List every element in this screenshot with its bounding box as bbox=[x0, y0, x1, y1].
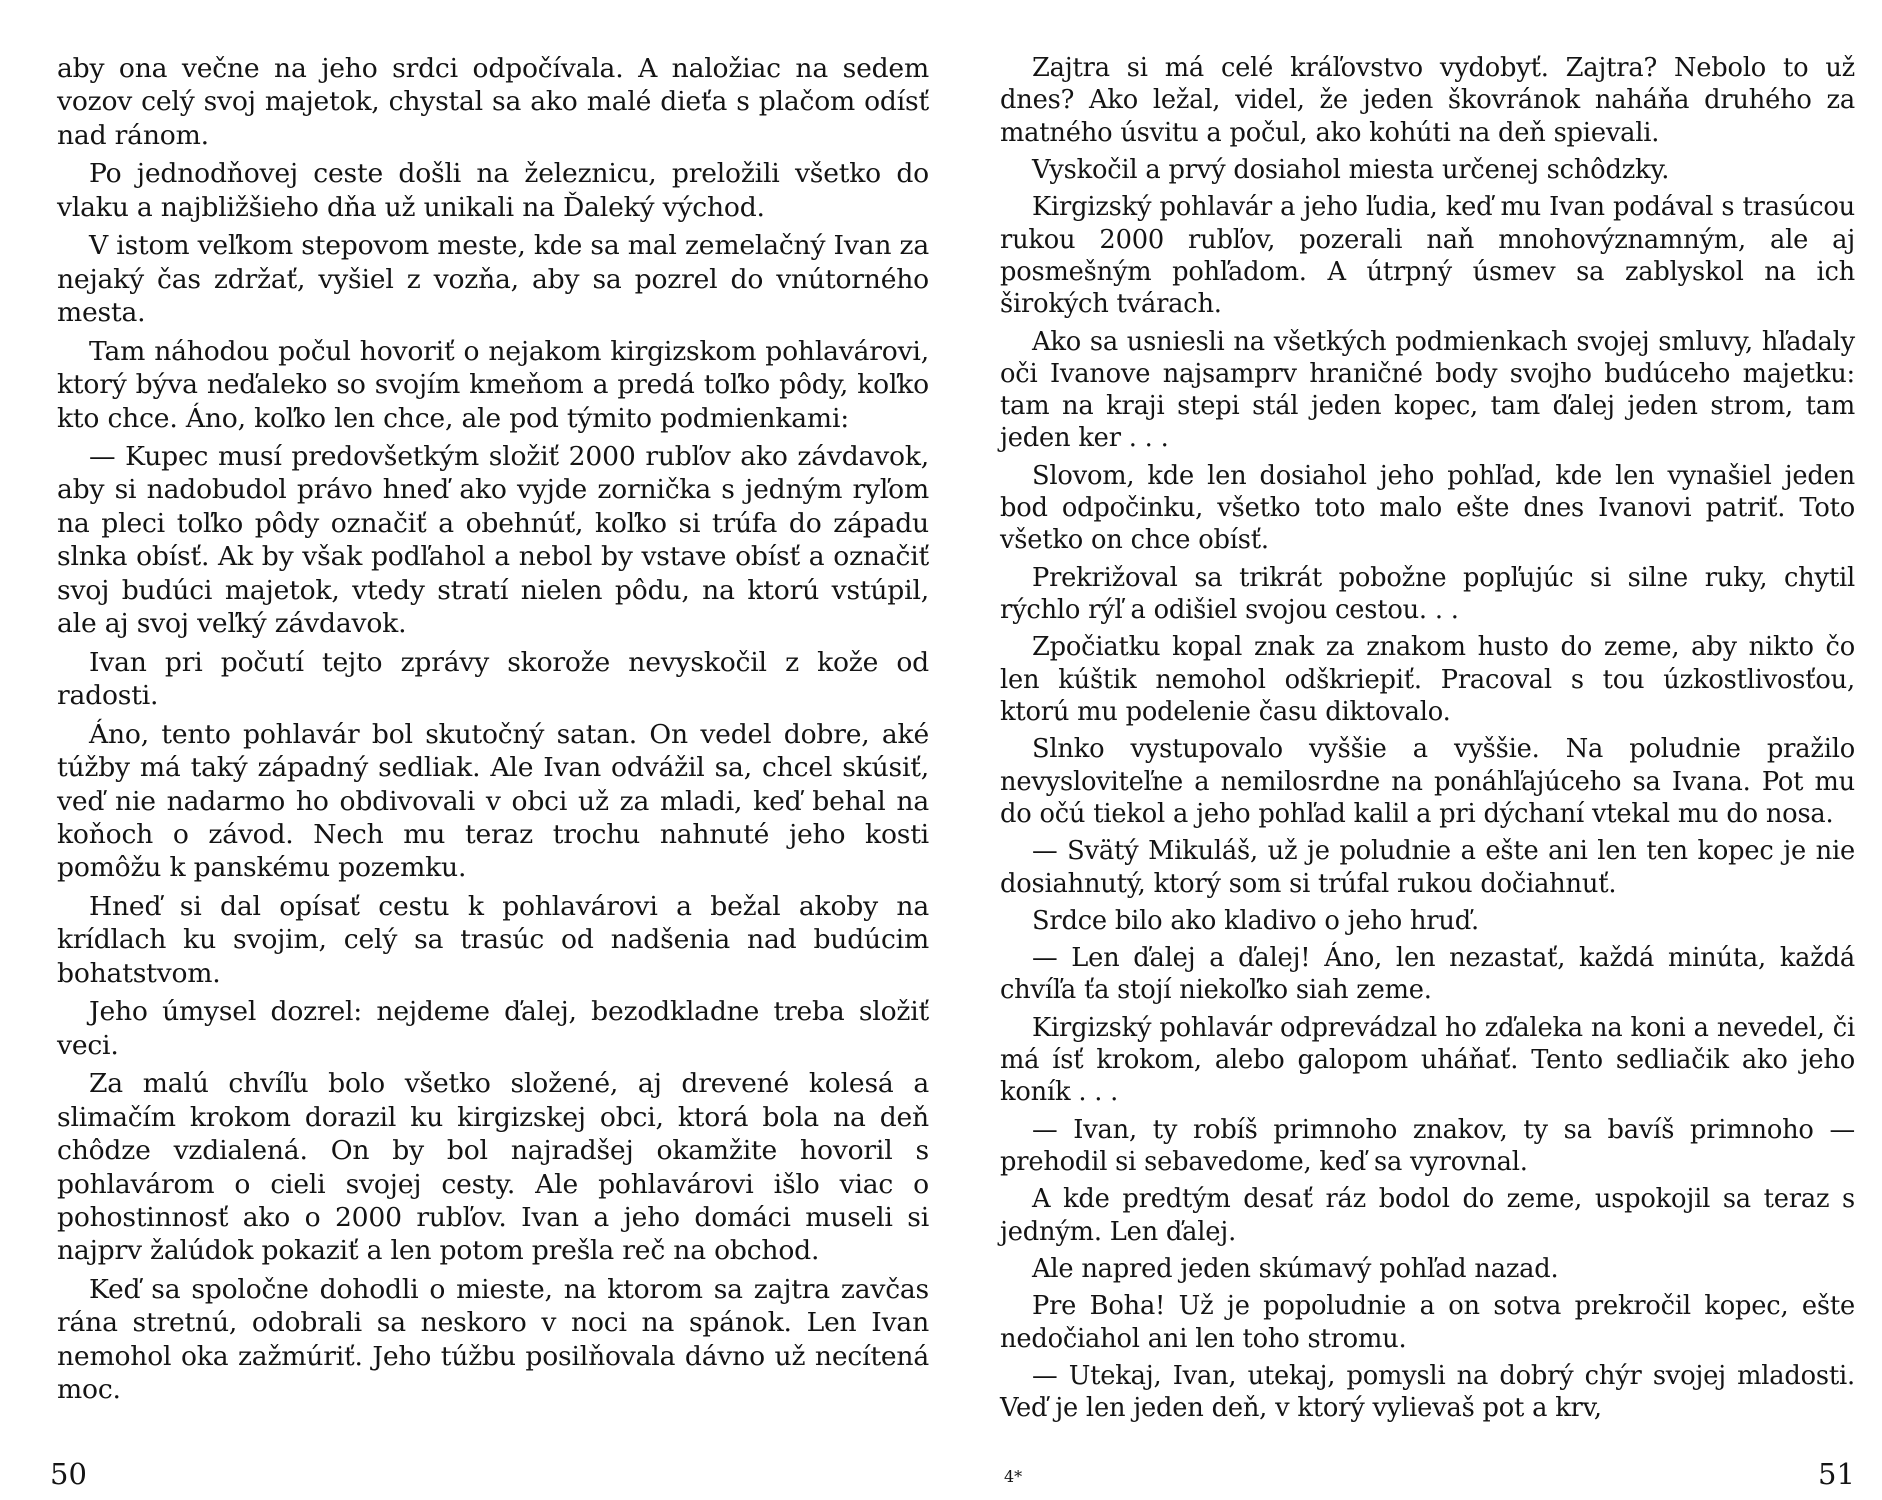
left-page-text bbox=[57, 52, 929, 1412]
paragraph: — Len ďalej a ďalej! Áno, len nezastať, každá minúta, každá chvíľa ťa stojí niekoľko siah zeme. bbox=[1000, 943, 1855, 1006]
paragraph: Ale napred jeden skúmavý pohľad nazad. bbox=[1032, 1253, 1559, 1284]
paragraph: Slovom, kde len dosiahol jeho pohľad, kde len vynašiel jeden bod odpočinku, všetko toto malo ešte dnes Ivanovi patriť. Toto všetko on chce obísť. bbox=[1000, 460, 1855, 556]
paragraph: — Kupec musí predovšetkým složiť 2000 rubľov ako závdavok, aby si nadobudol právo hneď ako vyjde zornička s jedným ryľom na pleci toľko pôdy označiť a obehnúť, koľko si trúfa do západu slnka obísť. Ak by však podľahol a nebol by vstave obísť a označiť svoj budúci majetok, vtedy stratí nielen pôdu, na ktorú vstúpil, ale aj svoj veľký závdavok. bbox=[57, 440, 929, 640]
paragraph: Vyskočil a prvý dosiahol miesta určenej schôdzky. bbox=[1032, 154, 1670, 185]
paragraph: — Svätý Mikuláš, už je poludnie a ešte ani len ten kopec je nie dosiahnutý, ktorý som si trúfal rukou dočiahnuť. bbox=[1000, 836, 1855, 899]
paragraph: Ivan pri počutí tejto zprávy skorože nevyskočil z kože od radosti. bbox=[57, 646, 929, 712]
page-number-left: 50 bbox=[50, 1457, 87, 1491]
paragraph: Srdce bilo ako kladivo o jeho hruď. bbox=[1032, 905, 1479, 936]
paragraph: — Ivan, ty robíš primnoho znakov, ty sa bavíš primnoho — prehodil si sebavedome, keď sa vyrovnal. bbox=[1000, 1114, 1855, 1177]
paragraph: Pre Boha! Už je popoludnie a on sotva prekročil kopec, ešte nedočiahol ani len toho stromu. bbox=[1000, 1291, 1855, 1354]
paragraph: Zajtra si má celé kráľovstvo vydobyť. Zajtra? Nebolo to už dnes? Ako ležal, videl, že jeden škovránok naháňa druhého za matného úsvitu a počul, ako kohúti na deň spievali. bbox=[1000, 53, 1855, 148]
signature-mark: 4* bbox=[1004, 1467, 1023, 1486]
paragraph: aby ona večne na jeho srdci odpočívala. A naložiac na sedem vozov celý svoj majetok, chystal sa ako malé dieťa s plačom odísť nad ránom. bbox=[57, 53, 929, 151]
paragraph: Za malú chvíľu bolo všetko složené, aj drevené kolesá a slimačím krokom dorazil ku kirgizskej obci, ktorá bola na deň chôdze vzdialená. On by bol najradšej okamžite hovoril s pohlavárom o cieli svojej cesty. Ale pohlavárovi išlo viac o pohostinnosť ako o 2000 rubľov. Ivan a jeho domáci museli si najprv žalúdok pokaziť a len potom prešla reč na obchod. bbox=[57, 1068, 929, 1267]
paragraph: Keď sa spoločne dohodli o mieste, na ktorom sa zajtra zavčas rána stretnú, odobrali sa neskoro v noci na spánok. Len Ivan nemohol oka zažmúriť. Jeho túžbu posilňovala dávno už necítená moc. bbox=[57, 1273, 929, 1406]
right-page-text bbox=[1000, 52, 1855, 1430]
paragraph: — Utekaj, Ivan, utekaj, pomysli na dobrý chýr svojej mladosti. Veď je len jeden deň, v ktorý vylievaš pot a krv, bbox=[1000, 1360, 1855, 1424]
paragraph: Hneď si dal opísať cestu k pohlavárovi a bežal akoby na krídlach ku svojim, celý sa trasúc od nadšenia nad budúcim bohatstvom. bbox=[57, 890, 929, 989]
paragraph: Ako sa usniesli na všetkých podmienkach svojej smluvy, hľadaly oči Ivanove najsamprv hraničné body svojho budúceho majetku: tam na kraji stepi stál jeden kopec, tam ďalej jeden strom, tam jeden ker . . . bbox=[1000, 326, 1855, 454]
paragraph: Zpočiatku kopal znak za znakom husto do zeme, aby nikto čo len kúštik nemohol odškriepiť. Pracoval s tou úzkostlivosťou, ktorú mu podelenie času diktovalo. bbox=[1000, 632, 1855, 727]
paragraph: Tam náhodou počul hovoriť o nejakom kirgizskom pohlavárovi, ktorý býva neďaleko so svojím kmeňom a predá toľko pôdy, koľko kto chce. Áno, koľko len chce, ale pod týmito podmienkami: bbox=[57, 335, 929, 434]
paragraph: Po jednodňovej ceste došli na železnicu, preložili všetko do vlaku a najbližšieho dňa už unikali na Ďaleký východ. bbox=[57, 158, 929, 223]
paragraph: Slnko vystupovalo vyššie a vyššie. Na poludnie pražilo nevysloviteľne a nemilosrdne na ponáhľajúceho sa Ivana. Pot mu do očú tiekol a jeho pohľad kalil a pri dýchaní vtekal mu do nosa. bbox=[1000, 734, 1855, 829]
paragraph: Kirgizský pohlavár a jeho ľudia, keď mu Ivan podával s trasúcou rukou 2000 rubľov, pozerali naň mnohovýznamným, ale aj posmešným pohľadom. A útrpný úsmev sa zablyskol na ich širokých tvárach. bbox=[1000, 192, 1855, 320]
paragraph: Áno, tento pohlavár bol skutočný satan. On vedel dobre, aké túžby má taký západný sedliak. Ale Ivan odvážil sa, chcel skúsiť, veď nie nadarmo ho obdivovali v obci už za mladi, keď behal na koňoch o závod. Nech mu teraz trochu nahnuté jeho kosti pomôžu k panskému pozemku. bbox=[57, 718, 929, 884]
paragraph: Jeho úmysel dozrel: nejdeme ďalej, bezodkladne treba složiť veci. bbox=[57, 996, 929, 1061]
paragraph: Kirgizský pohlavár odprevádzal ho zďaleka na koni a nevedel, či má ísť krokom, alebo galopom uháňať. Tento sedliačik ako jeho koník . . . bbox=[1000, 1012, 1855, 1108]
paragraph: Prekrižoval sa trikrát pobožne popľujúc si silne ruky, chytil rýchlo rýľ a odišiel svojou cestou. . . bbox=[1000, 562, 1855, 625]
page-number-right: 51 bbox=[1818, 1457, 1855, 1491]
paragraph: V istom veľkom stepovom meste, kde sa mal zemelačný Ivan za nejaký čas zdržať, vyšiel z vozňa, aby sa pozrel do vnútorného mesta. bbox=[57, 230, 929, 329]
paragraph: A kde predtým desať ráz bodol do zeme, uspokojil sa teraz s jedným. Len ďalej. bbox=[1000, 1184, 1855, 1247]
